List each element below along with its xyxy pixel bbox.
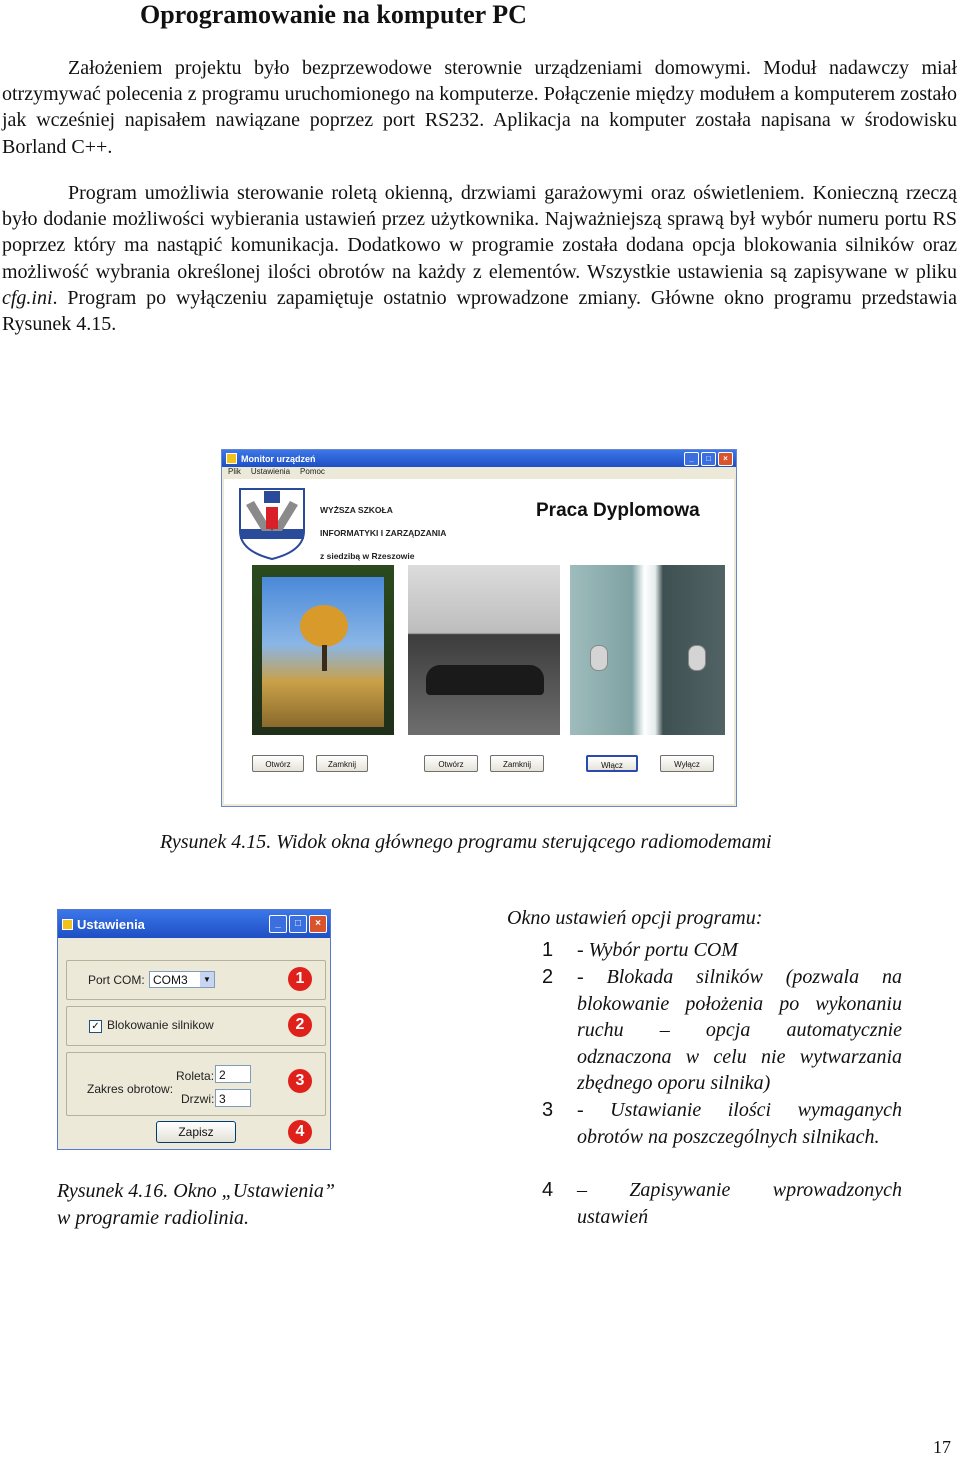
list-item-text: – Zapisywanie wprowadzonych ustawień bbox=[577, 1179, 902, 1228]
main-window-title: Monitor urządzeń bbox=[241, 453, 316, 464]
garage-open-button[interactable]: Otwórz bbox=[424, 755, 478, 772]
lighting-image bbox=[570, 565, 725, 735]
list-item-text: - Blokada silników (pozwala na blokowanie położenia po wykonaniu ruchu – opcja automatycznie odznaczona w celu nie wytwarzania zbędnego oporu silnika) bbox=[577, 966, 902, 1094]
lock-checkbox[interactable]: ✓ bbox=[89, 1020, 102, 1033]
port-value: COM3 bbox=[153, 973, 188, 987]
list-item bbox=[542, 937, 902, 964]
banner-title: Praca Dyplomowa bbox=[536, 500, 700, 521]
badge-1: 1 bbox=[288, 967, 312, 991]
main-window-titlebar bbox=[222, 450, 736, 467]
maximize-icon[interactable]: □ bbox=[701, 452, 716, 466]
menu-bar bbox=[222, 467, 736, 478]
roleta-input[interactable]: 2 bbox=[215, 1065, 251, 1083]
badge-2: 2 bbox=[288, 1013, 312, 1037]
caption-line: w programie radiolinia. bbox=[57, 1207, 250, 1229]
settings-dialog bbox=[57, 909, 331, 1150]
chevron-down-icon[interactable]: ▼ bbox=[200, 972, 214, 987]
paragraph-program bbox=[2, 180, 957, 337]
drzwi-label: Drzwi: bbox=[181, 1092, 215, 1106]
list-item bbox=[542, 1177, 902, 1231]
range-group bbox=[66, 1052, 326, 1116]
figure-caption-4-15: Rysunek 4.15. Widok okna głównego programu sterującego radiomodemami bbox=[160, 831, 772, 853]
list-item bbox=[542, 1097, 902, 1177]
page-number: 17 bbox=[933, 1437, 951, 1457]
caption-line: Rysunek 4.16. Okno „Ustawienia” bbox=[57, 1180, 335, 1202]
port-label: Port COM: bbox=[88, 973, 145, 987]
close-icon[interactable]: × bbox=[309, 915, 327, 933]
roleta-label: Roleta: bbox=[176, 1069, 215, 1083]
lock-label: Blokowanie silnikow bbox=[107, 1018, 214, 1032]
drzwi-input[interactable]: 3 bbox=[215, 1089, 251, 1107]
garage-close-button[interactable]: Zamknij bbox=[490, 755, 544, 772]
school-name bbox=[320, 499, 446, 568]
light-off-button[interactable]: Wyłącz bbox=[660, 755, 714, 772]
options-heading: Okno ustawień opcji programu: bbox=[507, 907, 763, 929]
badge-3: 3 bbox=[288, 1069, 312, 1093]
app-icon bbox=[226, 453, 237, 464]
save-button[interactable]: Zapisz bbox=[156, 1121, 236, 1143]
list-item-text: - Ustawianie ilości wymaganych obrotów na poszczególnych silnikach. bbox=[577, 1099, 902, 1148]
menu-item-ustawienia[interactable]: Ustawienia bbox=[250, 467, 291, 476]
range-label: Zakres obrotow: bbox=[87, 1082, 174, 1096]
settings-title: Ustawienia bbox=[77, 916, 145, 932]
badge-4: 4 bbox=[288, 1120, 312, 1144]
minimize-icon[interactable]: _ bbox=[269, 915, 287, 933]
list-item-number: 3 bbox=[542, 1099, 554, 1121]
list-item-number: 1 bbox=[542, 939, 554, 961]
control-buttons bbox=[224, 755, 734, 772]
garage-door-image bbox=[408, 565, 560, 735]
blind-open-button[interactable]: Otwórz bbox=[252, 755, 304, 772]
maximize-icon[interactable]: □ bbox=[289, 915, 307, 933]
paragraph-program-text: Program umożliwia sterowanie roletą okienną, drzwiami garażowymi oraz oświetleniem. Konieczną rzeczą było dodanie możliwości wybierania ustawień przez użytkownika. Najważniejszą sprawą był wybór numeru portu RS poprzez który ma nastąpić komunikacja. Dodatkowo w programie została dodana opcja blokowania silników oraz możliwość wybrania określonej ilości obrotów na każdy z elementów. Wszystkie ustawienia są zapisywane w pliku bbox=[2, 182, 957, 283]
main-window bbox=[221, 449, 737, 807]
minimize-icon[interactable]: _ bbox=[684, 452, 699, 466]
main-window-content bbox=[224, 479, 734, 804]
menu-item-plik[interactable]: Plik bbox=[228, 467, 241, 476]
school-line: WYŻSZA SZKOŁA bbox=[320, 505, 393, 515]
window-blind-image bbox=[252, 565, 394, 735]
port-group bbox=[66, 960, 326, 1000]
close-icon[interactable]: × bbox=[718, 452, 733, 466]
list-item bbox=[542, 964, 902, 1094]
list-item-number: 2 bbox=[542, 966, 554, 988]
list-item-text: - Wybór portu COM bbox=[577, 939, 738, 961]
config-filename: cfg.ini bbox=[2, 286, 53, 309]
settings-titlebar bbox=[58, 910, 330, 938]
paragraph-program-text-end: . Program po wyłączeniu zapamiętuje ostatnio wprowadzone zmiany. Główne okno programu przedstawia Rysunek 4.15. bbox=[2, 286, 957, 336]
port-select[interactable] bbox=[149, 971, 215, 988]
school-line: INFORMATYKI I ZARZĄDZANIA bbox=[320, 528, 447, 538]
paragraph-intro: Założeniem projektu było bezprzewodowe sterownie urządzeniami domowymi. Moduł nadawczy miał otrzymywać polecenia z programu uruchomionego na komputerze. Połączenie między modułem a komputerem zostało jak wcześniej napisałem nawiązane poprzez port RS232. Aplikacja na komputer została napisana w środowisku Borland C++. bbox=[2, 57, 957, 158]
lock-group bbox=[66, 1006, 326, 1046]
menu-item-pomoc[interactable]: Pomoc bbox=[300, 467, 325, 476]
light-on-button[interactable]: Włącz bbox=[586, 755, 638, 772]
list-item-number: 4 bbox=[542, 1179, 554, 1201]
blind-close-button[interactable]: Zamknij bbox=[316, 755, 368, 772]
school-logo bbox=[232, 481, 312, 561]
school-line: z siedzibą w Rzeszowie bbox=[320, 551, 415, 561]
app-icon bbox=[62, 919, 73, 930]
figure-caption-4-16 bbox=[57, 1178, 335, 1232]
page-heading: Oprogramowanie na komputer PC bbox=[140, 0, 527, 29]
